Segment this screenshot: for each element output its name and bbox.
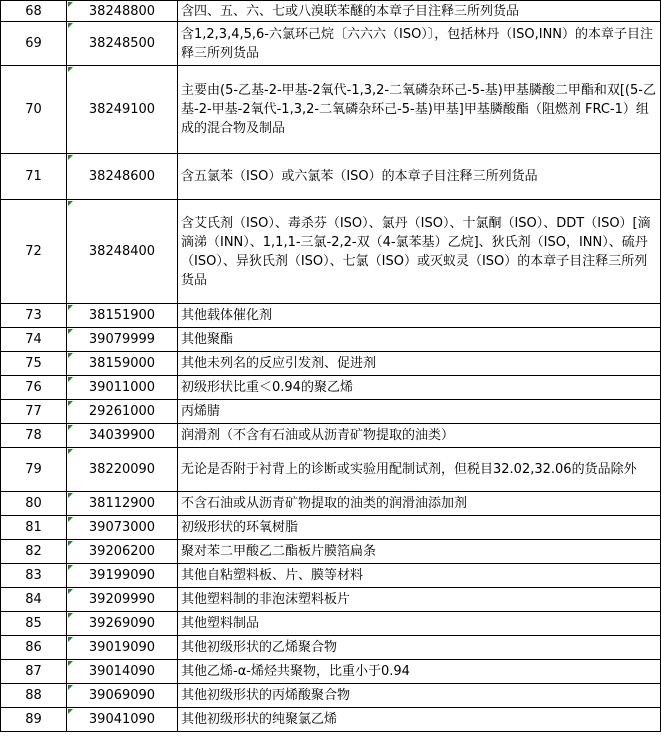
goods-description: 其他自粘塑料板、片、膜等材料 bbox=[178, 564, 661, 588]
row-number: 80 bbox=[1, 492, 67, 516]
table-row bbox=[1, 400, 661, 424]
hs-code: 34039900 bbox=[67, 424, 178, 448]
table-row bbox=[1, 304, 661, 328]
hs-code: 38159000 bbox=[67, 352, 178, 376]
row-number: 81 bbox=[1, 516, 67, 540]
goods-description: 其他未列名的反应引发剂、促进剂 bbox=[178, 352, 661, 376]
hs-code: 38248400 bbox=[67, 200, 178, 304]
row-number: 88 bbox=[1, 684, 67, 708]
goods-description: 无论是否附于衬背上的诊断或实验用配制试剂，但税目32.02,32.06的货品除外 bbox=[178, 448, 661, 492]
row-number: 72 bbox=[1, 200, 67, 304]
table-row bbox=[1, 1, 661, 22]
hs-code: 38220090 bbox=[67, 448, 178, 492]
table-body bbox=[1, 1, 661, 732]
hs-code: 39069090 bbox=[67, 684, 178, 708]
table-row bbox=[1, 448, 661, 492]
goods-description: 不含石油或从沥青矿物提取的油类的润滑油添加剂 bbox=[178, 492, 661, 516]
goods-description: 初级形状比重＜0.94的聚乙烯 bbox=[178, 376, 661, 400]
table-row bbox=[1, 516, 661, 540]
hs-code: 39206200 bbox=[67, 540, 178, 564]
table-row bbox=[1, 424, 661, 448]
hs-code: 39019090 bbox=[67, 636, 178, 660]
hs-code: 39011000 bbox=[67, 376, 178, 400]
row-number: 75 bbox=[1, 352, 67, 376]
hs-code: 39041090 bbox=[67, 708, 178, 732]
goods-description: 聚对苯二甲酸乙二酯板片膜箔扁条 bbox=[178, 540, 661, 564]
goods-description: 丙烯腈 bbox=[178, 400, 661, 424]
goods-description: 其他初级形状的纯聚氯乙烯 bbox=[178, 708, 661, 732]
hs-code: 38249100 bbox=[67, 66, 178, 154]
goods-description: 主要由(5-乙基-2-甲基-2氧代-1,3,2-二氧磷杂环己-5-基)甲基膦酸二甲酯和双[(5-乙基-2-甲基-2氧代-1,3,2-二氧磷杂环己-5-基)甲基]甲基膦酸酯（阻燃剂 FRC-1）组成的混合物及制品 bbox=[178, 66, 661, 154]
row-number: 86 bbox=[1, 636, 67, 660]
row-number: 78 bbox=[1, 424, 67, 448]
hs-code: 39199090 bbox=[67, 564, 178, 588]
goods-description: 含四、五、六、七或八溴联苯醚的本章子目注释三所列货品 bbox=[178, 1, 661, 22]
table-row bbox=[1, 684, 661, 708]
goods-description: 其他聚酯 bbox=[178, 328, 661, 352]
hs-code: 39079999 bbox=[67, 328, 178, 352]
table-row bbox=[1, 154, 661, 200]
goods-description: 含艾氏剂（ISO）、毒杀芬（ISO）、氯丹（ISO）、十氯酮（ISO）、DDT（ISO）[滴滴涕（INN）、1,1,1-三氯-2,2-双（4-氯苯基）乙烷]、狄氏剂（ISO，INN）、硫丹（ISO）、异狄氏剂（ISO）、七氯（ISO）或灭蚁灵（ISO）的本章子目注释三所列货品 bbox=[178, 200, 661, 304]
hs-code: 38151900 bbox=[67, 304, 178, 328]
row-number: 85 bbox=[1, 612, 67, 636]
goods-description: 润滑剂（不含有石油或从沥青矿物提取的油类） bbox=[178, 424, 661, 448]
hs-code: 38112900 bbox=[67, 492, 178, 516]
goods-description: 其他塑料制的非泡沫塑料板片 bbox=[178, 588, 661, 612]
row-number: 68 bbox=[1, 1, 67, 22]
table-row bbox=[1, 588, 661, 612]
row-number: 69 bbox=[1, 22, 67, 66]
row-number: 74 bbox=[1, 328, 67, 352]
hs-code: 39209990 bbox=[67, 588, 178, 612]
hs-code: 39073000 bbox=[67, 516, 178, 540]
row-number: 89 bbox=[1, 708, 67, 732]
table-row bbox=[1, 636, 661, 660]
goods-description: 其他初级形状的丙烯酸聚合物 bbox=[178, 684, 661, 708]
table-row bbox=[1, 612, 661, 636]
hs-code: 38248500 bbox=[67, 22, 178, 66]
hs-code: 38248800 bbox=[67, 1, 178, 22]
table-row bbox=[1, 352, 661, 376]
row-number: 71 bbox=[1, 154, 67, 200]
table-row bbox=[1, 66, 661, 154]
row-number: 82 bbox=[1, 540, 67, 564]
table-row bbox=[1, 564, 661, 588]
row-number: 79 bbox=[1, 448, 67, 492]
row-number: 76 bbox=[1, 376, 67, 400]
hs-code: 39014090 bbox=[67, 660, 178, 684]
goods-description: 其他初级形状的乙烯聚合物 bbox=[178, 636, 661, 660]
goods-description: 其他载体催化剂 bbox=[178, 304, 661, 328]
table-row bbox=[1, 660, 661, 684]
row-number: 84 bbox=[1, 588, 67, 612]
table-row bbox=[1, 200, 661, 304]
goods-description: 其他乙烯-α-烯烃共聚物，比重小于0.94 bbox=[178, 660, 661, 684]
table-row bbox=[1, 540, 661, 564]
table-row bbox=[1, 328, 661, 352]
table-row bbox=[1, 492, 661, 516]
row-number: 87 bbox=[1, 660, 67, 684]
row-number: 73 bbox=[1, 304, 67, 328]
table-row bbox=[1, 376, 661, 400]
row-number: 77 bbox=[1, 400, 67, 424]
table-row bbox=[1, 708, 661, 732]
goods-description: 含1,2,3,4,5,6-六氯环己烷〔六六六（ISO）〕，包括林丹（ISO,INN）的本章子目注释三所列货品 bbox=[178, 22, 661, 66]
table-row bbox=[1, 22, 661, 66]
hs-code: 38248600 bbox=[67, 154, 178, 200]
goods-description: 其他塑料制品 bbox=[178, 612, 661, 636]
hs-code: 29261000 bbox=[67, 400, 178, 424]
goods-description: 含五氯苯（ISO）或六氯苯（ISO）的本章子目注释三所列货品 bbox=[178, 154, 661, 200]
row-number: 70 bbox=[1, 66, 67, 154]
row-number: 83 bbox=[1, 564, 67, 588]
hs-code: 39269090 bbox=[67, 612, 178, 636]
goods-description: 初级形状的环氧树脂 bbox=[178, 516, 661, 540]
